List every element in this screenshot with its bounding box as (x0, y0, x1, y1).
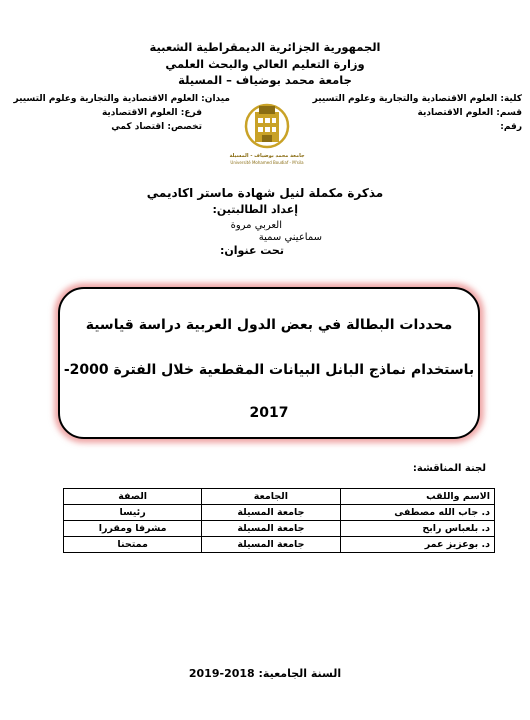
branch-label: فرع: العلوم الاقتصادية (101, 108, 202, 118)
memo-title: مذكرة مكملة لنيل شهادة ماستر اكاديمي (146, 186, 384, 200)
jury-name-cell: د. جاب الله مصطفى (340, 505, 494, 521)
column-header-university: الجامعة (202, 489, 340, 505)
jury-role-cell: ممتحنا (64, 537, 202, 553)
university-logo (228, 98, 306, 170)
thesis-title-line-1: محددات البطالة في بعض الدول العربية دراسة قياسية (85, 317, 453, 333)
ministry-header: وزارة التعليم العالي والبحث العلمي (165, 57, 365, 71)
table-row (64, 505, 495, 521)
prepared-by-label: إعداد الطالبتين: (212, 203, 298, 216)
table-row (64, 521, 495, 537)
thesis-title-line-2: باستخدام نماذج البانل البيانات المقطعية خلال الفترة 2000- (63, 362, 475, 378)
jury-university-cell: جامعة المسيلة (202, 521, 340, 537)
thesis-title-line-3: 2017 (249, 405, 289, 421)
faculty-label: كلية: العلوم الاقتصادية والتجارية وعلوم التسيير (312, 94, 522, 104)
jury-role-cell: رئيسا (64, 505, 202, 521)
table-row (64, 537, 495, 553)
academic-year: السنة الجامعية: 2018-2019 (188, 667, 342, 680)
field-label: ميدان: العلوم الاقتصادية والتجارية وعلوم التسيير (13, 94, 230, 104)
table-header-row (64, 489, 495, 505)
column-header-role: الصفة (64, 489, 202, 505)
jury-role-cell: مشرفا ومقررا (64, 521, 202, 537)
jury-name-cell: د. بوعزيز عمر (340, 537, 494, 553)
jury-name-cell: د. بلعباس رابح (340, 521, 494, 537)
logo-caption-en: Université Mohamed Boudiaf - M'sila (230, 160, 304, 165)
logo-caption-ar: جامعة محمد بوضياف - المسيلة (229, 153, 305, 159)
thesis-title-box (58, 287, 480, 439)
number-label: رقم: (500, 122, 522, 132)
jury-table (63, 488, 495, 553)
student-name-2: سماعيني سمية (258, 232, 322, 243)
jury-university-cell: جامعة المسيلة (202, 537, 340, 553)
department-label: قسم: العلوم الاقتصادية (417, 108, 522, 118)
jury-university-cell: جامعة المسيلة (202, 505, 340, 521)
university-header: جامعة محمد بوضياف – المسيلة (178, 73, 352, 87)
student-name-1: العربي مروة (230, 220, 282, 231)
column-header-name: الاسم واللقب (340, 489, 494, 505)
jury-heading: لجنة المناقشة: (412, 463, 486, 474)
under-title-label: تحت عنوان: (220, 244, 284, 257)
republic-header: الجمهورية الجزائرية الديمقراطية الشعبية (149, 40, 381, 54)
specialty-label: تخصص: اقتصاد كمي (111, 122, 202, 132)
